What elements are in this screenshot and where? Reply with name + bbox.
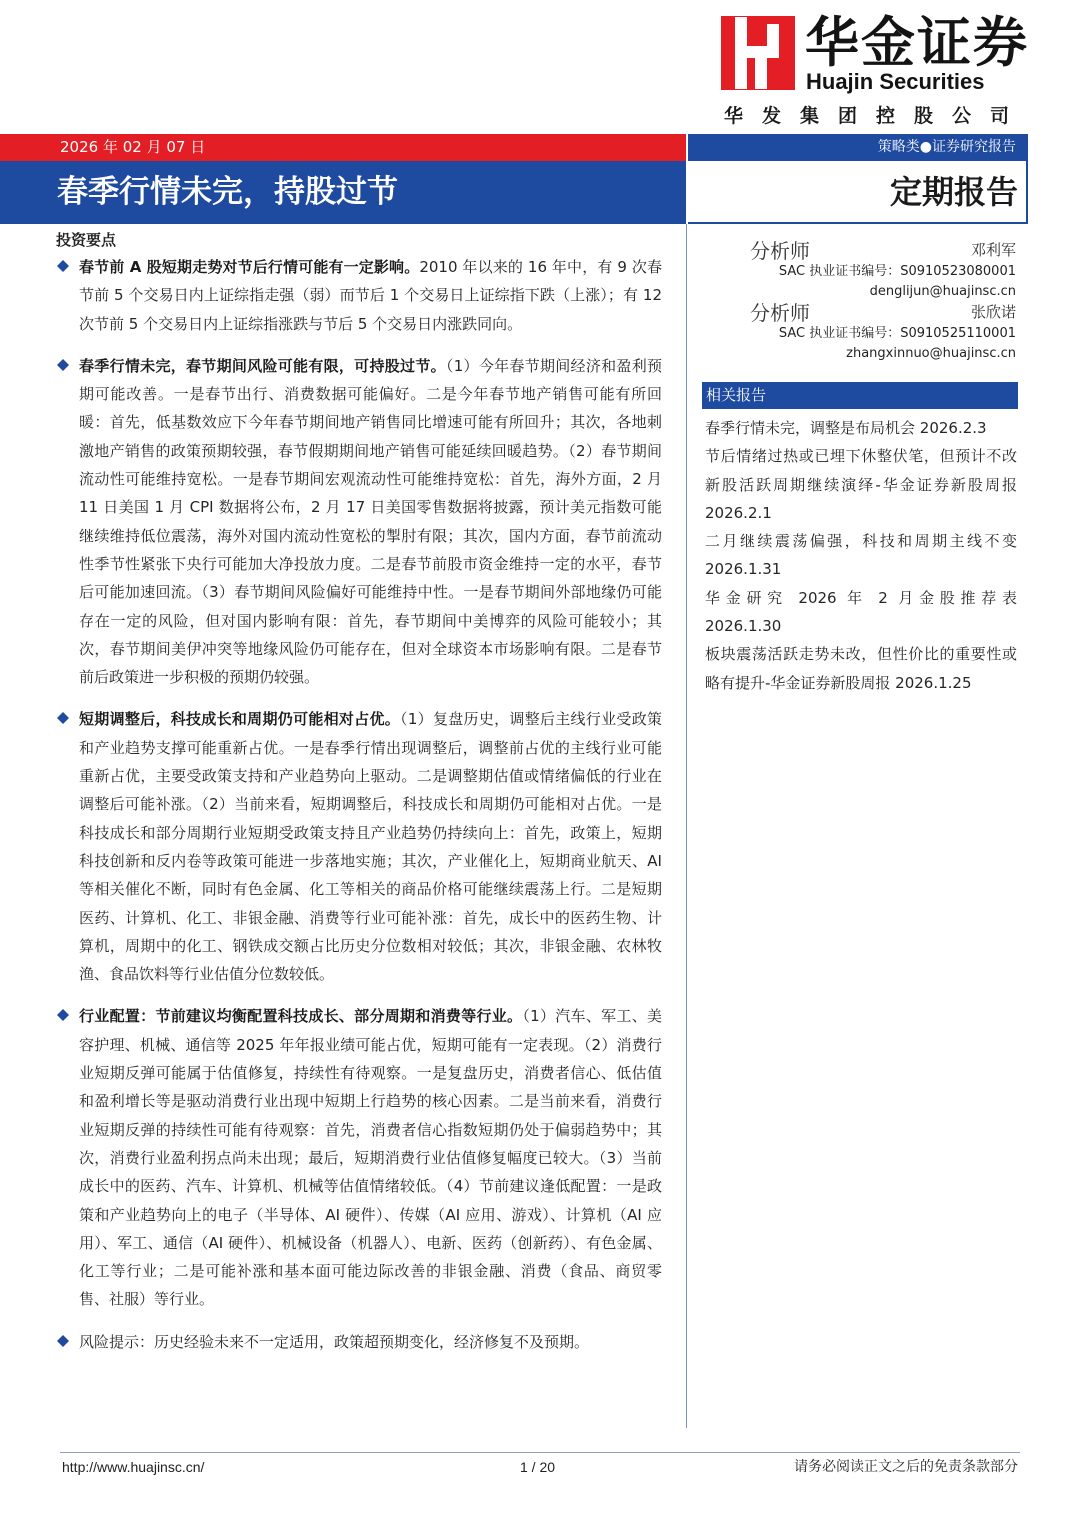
report-category: 策略类●证券研究报告 (877, 139, 1016, 155)
group-name: 华发集团控股公司 (724, 105, 1029, 127)
analyst-label: 分析师 (750, 301, 810, 325)
title-bar (0, 161, 686, 224)
page-number: 1 / 20 (520, 1459, 556, 1475)
logo-english-name: Huajin Securities (806, 69, 985, 94)
logo-chinese-name: 华金证券 (805, 11, 1029, 74)
footer-disclaimer: 请务必阅读正文之后的免责条款部分 (794, 1459, 1018, 1475)
related-reports-header (702, 382, 1018, 409)
related-reports-title: 相关报告 (706, 386, 767, 404)
footer-divider (60, 1452, 1020, 1453)
report-date: 2026 年 02 月 07 日 (60, 138, 206, 156)
analyst-sac-number: SAC 执业证书编号：S0910523080001 (778, 264, 1016, 279)
diamond-bullet-icon (57, 1009, 69, 1021)
related-report-item[interactable]: 华金研究 2026 年 2 月金股推荐表 2026.1.30 (705, 588, 1017, 636)
paragraph-lead: 行业配置：节前建议均衡配置科技成长、部分周期和消费等行业。 (79, 1007, 523, 1026)
paragraph-body: 2010 年以来的 16 年中，有 9 次春节前 5 个交易日内上证综指走强（弱）而节后 1 个交易日上证综指下跌（上涨）；有 12 次节前 5 个交易日内上证综指涨跌与节后 5 个交易日内涨跌同向。 (79, 258, 662, 333)
analyst-name: 邓利军 (970, 241, 1016, 259)
analyst-email[interactable]: zhangxinnuo@huajinsc.cn (846, 346, 1016, 361)
diamond-bullet-icon (57, 712, 69, 724)
paragraph-body: 风险提示：历史经验未来不一定适用，政策超预期变化，经济修复不及预期。 (79, 1332, 590, 1351)
risk-warning-paragraph (56, 1328, 662, 1356)
key-point-paragraph (56, 705, 662, 988)
column-divider (686, 224, 687, 1428)
diamond-bullet-icon (57, 359, 69, 371)
related-report-item[interactable]: 板块震荡活跃走势未改，但性价比的重要性或略有提升-华金证券新股周报 2026.1.25 (705, 645, 1017, 692)
paragraph-body: （1）汽车、军工、美容护理、机械、通信等 2025 年年报业绩可能占优，短期可能有一定表现。（2）消费行业短期反弹可能属于估值修复，持续性有待观察。一是复盘历史，消费者信心、低估值和盈利增长等是驱动消费行业出现中短期上行趋势的核心因素。二是当前来看，消费行业短期反弹的持续性可能有待观察：首先，消费者信心指数短期仍处于偏弱趋势中；其次，消费行业盈利拐点尚未出现；最后，短期消费行业估值修复幅度已较大。（3）当前成长中的医药、汽车、计算机、机械等估值情绪较低。（4）节前建议逢低配置：一是政策和产业趋势向上的电子（半导体、AI 硬件）、传媒（AI 应用、游戏）、计算机（AI 应用）、军工、通信（AI 硬件）、机械设备（机器人）、电新、医药（创新药）、有色金属、化工等行业；二是可能补涨和基本面可能边际改善的非银金融、消费（食品、商贸零售、社服）等行业。 (79, 1007, 662, 1309)
paragraph-lead: 春季行情未完，春节期间风险可能有限，可持股过节。 (79, 356, 446, 375)
key-point-paragraph (56, 253, 662, 338)
related-report-item[interactable]: 节后情绪过热或已埋下休整伏笔，但预计不改新股活跃周期继续演绎-华金证券新股周报 2026.2.1 (705, 447, 1017, 522)
key-point-paragraph (56, 352, 662, 692)
report-type: 定期报告 (889, 173, 1018, 211)
related-reports-list (705, 414, 1017, 697)
huajin-logo-mark (721, 16, 795, 90)
footer-website-link[interactable]: http://www.huajinsc.cn/ (62, 1459, 205, 1475)
report-title: 春季行情未完，持股过节 (57, 174, 398, 210)
related-report-item[interactable]: 二月继续震荡偏强，科技和周期主线不变 2026.1.31 (705, 532, 1017, 579)
related-report-item[interactable]: 春季行情未完，调整是布局机会 2026.2.3 (705, 419, 987, 437)
analyst-name: 张欣诺 (970, 303, 1016, 321)
analyst-sac-number: SAC 执业证书编号：S0910525110001 (778, 326, 1016, 341)
date-bar (0, 134, 686, 161)
diamond-bullet-icon (57, 260, 69, 272)
paragraph-lead: 短期调整后，科技成长和周期仍可能相对占优。 (79, 710, 401, 729)
section-title: 投资要点 (56, 231, 117, 249)
header-underline (688, 222, 1028, 224)
main-column (56, 228, 662, 1370)
header-right-border (1026, 161, 1028, 224)
analyst-card (750, 300, 1016, 362)
paragraph-body: （1）复盘历史，调整后主线行业受政策和产业趋势支撑可能重新占优。一是春季行情出现调整后，调整前占优的主线行业可能重新占优，主要受政策支持和产业趋势向上驱动。二是调整期估值或情绪偏低的行业在调整后可能补涨。（2）当前来看，短期调整后，科技成长和周期仍可能相对占优。一是科技成长和部分周期行业短期受政策支持且产业趋势仍持续向上：首先，政策上，短期科技创新和反内卷等政策可能进一步落地实施；其次，产业催化上，短期商业航天、AI 等相关催化不断，同时有色金属、化工等相关的商品价格可能继续震荡上行。二是短期医药、计算机、化工、非银金融、消费等行业可能补涨：首先，成长中的医药生物、计算机，周期中的化工、钢铁成交额占比历史分位数相对较低；其次，非银金融、农林牧渔、食品饮料等行业估值分位数较低。 (79, 710, 662, 984)
analyst-email[interactable]: denglijun@huajinsc.cn (869, 284, 1016, 299)
paragraph-lead: 春节前 A 股短期走势对节后行情可能有一定影响。 (79, 258, 420, 276)
diamond-bullet-icon (57, 1335, 69, 1347)
analyst-card (750, 238, 1016, 300)
analyst-label: 分析师 (750, 239, 810, 263)
key-point-paragraph (56, 1002, 662, 1313)
paragraph-body: （1）今年春节期间经济和盈利预期可能改善。一是春节出行、消费数据可能偏好。二是今年春节地产销售可能有所回暖：首先，低基数效应下今年春节期间地产销售同比增速可能有所回升；其次，各地刺激地产销售的政策预期较强，春节假期期间地产销售可能延续回暖趋势。（2）春节期间流动性可能维持宽松。一是春节期间宏观流动性可能维持宽松：首先，海外方面，2 月 11 日美国 1 月 CPI 数据将公布，2 月 17 日美国零售数据将披露，预计美元指数可能继续维持低位震荡，海外对国内流动性宽松的掣肘有限；其次，国内方面，春节前流动性季节性紧张下央行可能加大净投放力度。二是春节前股市资金维持一定的水平，春节后可能加速回流。（3）春节期间风险偏好可能维持中性。一是春节期间外部地缘仍可能存在一定的风险，但对国内影响有限：首先，春节期间中美博弈的风险可能较小；其次，春节期间美伊冲突等地缘风险仍可能存在，但对全球资本市场影响有限。二是春节前后政策进一步积极的预期仍较强。 (79, 356, 662, 687)
category-bar (688, 134, 1028, 161)
